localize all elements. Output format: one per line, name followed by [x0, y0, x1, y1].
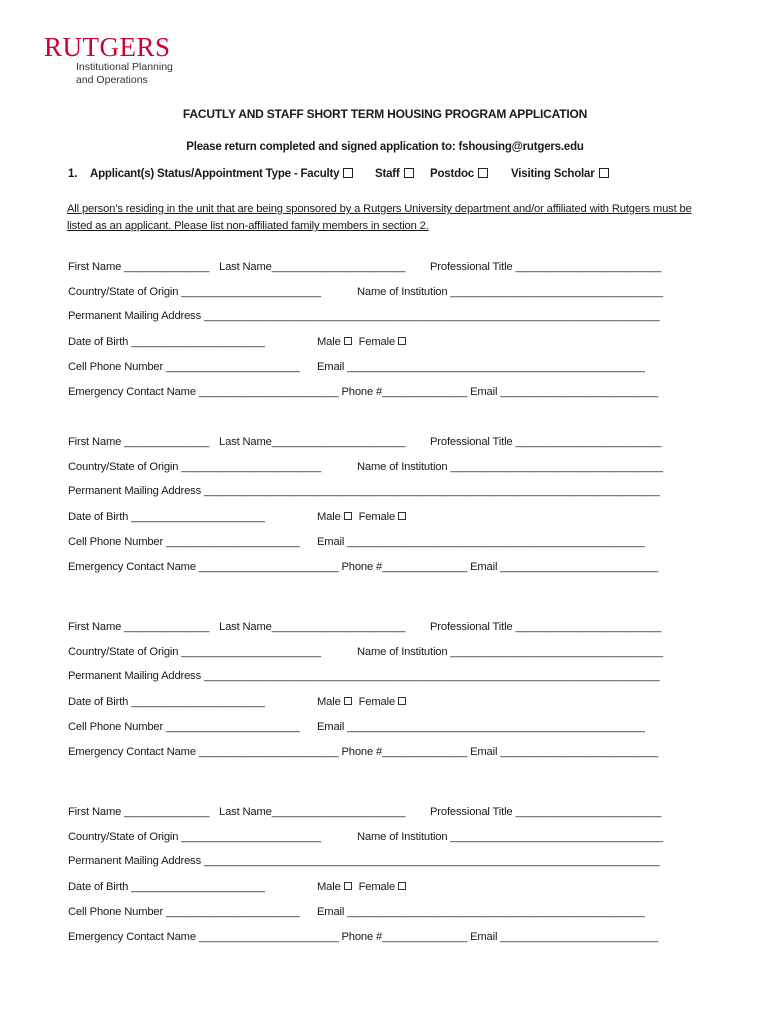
female-label: Female — [358, 511, 396, 523]
professional-title-field[interactable]: Professional Title ________________________ — [430, 621, 662, 633]
staff-option: Staff — [375, 168, 400, 180]
emergency-contact-field[interactable]: Emergency Contact Name _______________________ Phone #______________ Email __________________________ — [68, 386, 659, 398]
professional-title-field[interactable]: Professional Title ________________________ — [430, 806, 662, 818]
male-checkbox[interactable] — [344, 697, 352, 705]
section1-label: Applicant(s) Status/Appointment Type - Faculty — [90, 168, 339, 180]
applicant-block-2 — [0, 436, 770, 596]
female-checkbox[interactable] — [398, 882, 406, 890]
email-field[interactable]: Email _________________________________________________ — [317, 361, 645, 373]
section1-number: 1. — [68, 168, 78, 180]
male-label: Male — [317, 511, 341, 523]
gender-options — [317, 336, 406, 348]
applicant-note: All person’s residing in the unit that are being sponsored by a Rutgers University department and/or affiliated with Rutgers must be listed as an applicant. Please list non-affiliated family members in section 2. — [67, 203, 692, 232]
gender-options — [317, 881, 406, 893]
last-name-field[interactable]: Last Name______________________ — [219, 806, 406, 818]
mailing-address-field[interactable]: Permanent Mailing Address ___________________________________________________________________________ — [68, 485, 660, 497]
male-label: Male — [317, 336, 341, 348]
cell-phone-field[interactable]: Cell Phone Number ______________________ — [68, 536, 300, 548]
first-name-field[interactable]: First Name ______________ — [68, 621, 210, 633]
institution-field[interactable]: Name of Institution ___________________________________ — [357, 831, 663, 843]
return-instructions: Please return completed and signed application to: fshousing@rutgers.edu — [186, 141, 584, 153]
emergency-contact-field[interactable]: Emergency Contact Name _______________________ Phone #______________ Email __________________________ — [68, 561, 659, 573]
female-label: Female — [358, 696, 396, 708]
male-checkbox[interactable] — [344, 337, 352, 345]
mailing-address-field[interactable]: Permanent Mailing Address ___________________________________________________________________________ — [68, 310, 660, 322]
mailing-address-field[interactable]: Permanent Mailing Address ___________________________________________________________________________ — [68, 670, 660, 682]
applicant-block-4 — [0, 806, 770, 966]
applicant-block-3 — [0, 621, 770, 781]
professional-title-field[interactable]: Professional Title ________________________ — [430, 436, 662, 448]
rutgers-logo — [44, 34, 173, 86]
mailing-address-field[interactable]: Permanent Mailing Address ___________________________________________________________________________ — [68, 855, 660, 867]
applicant-block-1 — [0, 261, 770, 421]
date-of-birth-field[interactable]: Date of Birth ______________________ — [68, 696, 265, 708]
visiting-scholar-checkbox[interactable] — [599, 168, 609, 178]
male-checkbox[interactable] — [344, 512, 352, 520]
country-of-origin-field[interactable]: Country/State of Origin _______________________ — [68, 286, 321, 298]
email-field[interactable]: Email _________________________________________________ — [317, 536, 645, 548]
female-label: Female — [358, 881, 396, 893]
country-of-origin-field[interactable]: Country/State of Origin _______________________ — [68, 461, 321, 473]
male-label: Male — [317, 696, 341, 708]
visiting-scholar-option: Visiting Scholar — [511, 168, 595, 180]
staff-checkbox[interactable] — [404, 168, 414, 178]
date-of-birth-field[interactable]: Date of Birth ______________________ — [68, 511, 265, 523]
postdoc-option: Postdoc — [430, 168, 474, 180]
institution-field[interactable]: Name of Institution ___________________________________ — [357, 646, 663, 658]
male-checkbox[interactable] — [344, 882, 352, 890]
cell-phone-field[interactable]: Cell Phone Number ______________________ — [68, 906, 300, 918]
page-title: FACUTLY AND STAFF SHORT TERM HOUSING PROGRAM APPLICATION — [182, 107, 588, 121]
logo-subtitle-line2: and Operations — [76, 74, 148, 86]
institution-field[interactable]: Name of Institution ___________________________________ — [357, 286, 663, 298]
last-name-field[interactable]: Last Name______________________ — [219, 621, 406, 633]
first-name-field[interactable]: First Name ______________ — [68, 806, 210, 818]
cell-phone-field[interactable]: Cell Phone Number ______________________ — [68, 361, 300, 373]
country-of-origin-field[interactable]: Country/State of Origin _______________________ — [68, 646, 321, 658]
logo-subtitle-line1: Institutional Planning — [76, 61, 173, 73]
female-checkbox[interactable] — [398, 512, 406, 520]
country-of-origin-field[interactable]: Country/State of Origin _______________________ — [68, 831, 321, 843]
emergency-contact-field[interactable]: Emergency Contact Name _______________________ Phone #______________ Email __________________________ — [68, 931, 659, 943]
gender-options — [317, 511, 406, 523]
institution-field[interactable]: Name of Institution ___________________________________ — [357, 461, 663, 473]
professional-title-field[interactable]: Professional Title ________________________ — [430, 261, 662, 273]
date-of-birth-field[interactable]: Date of Birth ______________________ — [68, 881, 265, 893]
cell-phone-field[interactable]: Cell Phone Number ______________________ — [68, 721, 300, 733]
faculty-checkbox[interactable] — [343, 168, 353, 178]
date-of-birth-field[interactable]: Date of Birth ______________________ — [68, 336, 265, 348]
female-checkbox[interactable] — [398, 337, 406, 345]
gender-options — [317, 696, 406, 708]
female-checkbox[interactable] — [398, 697, 406, 705]
last-name-field[interactable]: Last Name______________________ — [219, 436, 406, 448]
first-name-field[interactable]: First Name ______________ — [68, 436, 210, 448]
postdoc-checkbox[interactable] — [478, 168, 488, 178]
first-name-field[interactable]: First Name ______________ — [68, 261, 210, 273]
last-name-field[interactable]: Last Name______________________ — [219, 261, 406, 273]
email-field[interactable]: Email _________________________________________________ — [317, 721, 645, 733]
email-field[interactable]: Email _________________________________________________ — [317, 906, 645, 918]
emergency-contact-field[interactable]: Emergency Contact Name _______________________ Phone #______________ Email __________________________ — [68, 746, 659, 758]
female-label: Female — [358, 336, 396, 348]
logo-wordmark: RUTGERS — [44, 32, 171, 62]
male-label: Male — [317, 881, 341, 893]
